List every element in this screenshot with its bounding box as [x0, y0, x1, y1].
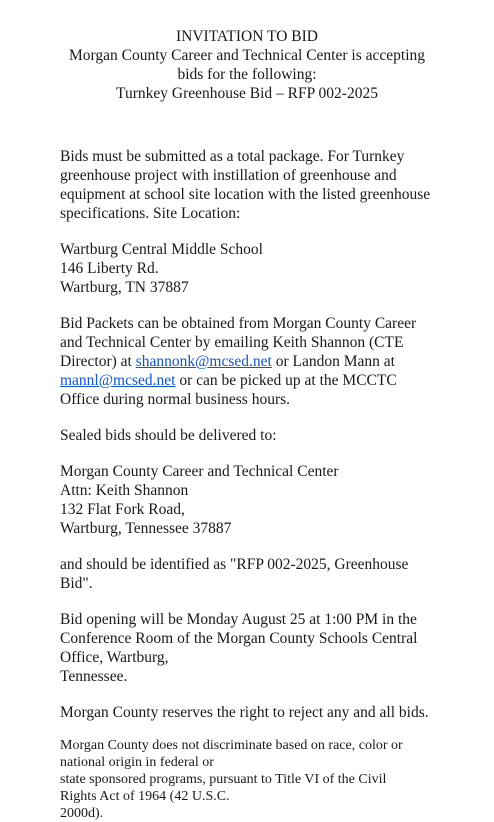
header-line-3: bids for the following:: [177, 66, 317, 83]
reserve-rights-paragraph: Morgan County reserves the right to reject any and all bids.: [60, 704, 429, 721]
email-link-mann[interactable]: mannl@mcsed.net: [60, 372, 176, 389]
header-rfp: Turnkey Greenhouse Bid – RFP 002-2025: [116, 85, 378, 102]
site-city: Wartburg, TN 37887: [60, 279, 189, 296]
bid-opening-paragraph: Bid opening will be Monday August 25 at 1:00 PM in the Conference Room of the Morgan County Schools Central Office, Wartburg, Tennessee.: [60, 611, 418, 685]
delivery-address: [60, 462, 448, 538]
site-name: Wartburg Central Middle School: [60, 241, 263, 258]
document-header: [46, 0, 448, 103]
delivery-attn: Attn: Keith Shannon: [60, 482, 189, 499]
header-line-2: Morgan County Career and Technical Center is accepting: [68, 47, 425, 64]
site-address: [60, 240, 448, 297]
package-paragraph: Bids must be submitted as a total package. For Turnkey greenhouse project with instillation of greenhouse and equipment at school site location with the listed greenhouse specifications. Site Location:: [60, 148, 431, 222]
delivery-org: Morgan County Career and Technical Center: [60, 463, 339, 480]
sealed-bids-paragraph: Sealed bids should be delivered to:: [60, 427, 277, 444]
header-title: INVITATION TO BID: [176, 28, 318, 45]
bid-packets-paragraph: Bid Packets can be obtained from Morgan County Career and Technical Center by emailing Keith Shannon (CTE Director) at shannonk@mcsed.net or Landon Mann at mannl@mcsed.net or can be picked up at the MCCTC Office during normal business hours.: [60, 315, 417, 408]
email-link-shannon[interactable]: shannonk@mcsed.net: [135, 353, 272, 370]
document-body: [60, 147, 448, 822]
delivery-city: Wartburg, Tennessee 37887: [60, 520, 232, 537]
nondiscrimination-paragraph: Morgan County does not discriminate based on race, color or national origin in federal or state sponsored programs, pursuant to Title VI of the Civil Rights Act of 1964 (42 U.S.C. 2000d).: [60, 738, 403, 821]
site-street: 146 Liberty Rd.: [60, 260, 159, 277]
delivery-street: 132 Flat Fork Road,: [60, 501, 185, 518]
identified-paragraph: and should be identified as "RFP 002-2025, Greenhouse Bid".: [60, 556, 409, 592]
